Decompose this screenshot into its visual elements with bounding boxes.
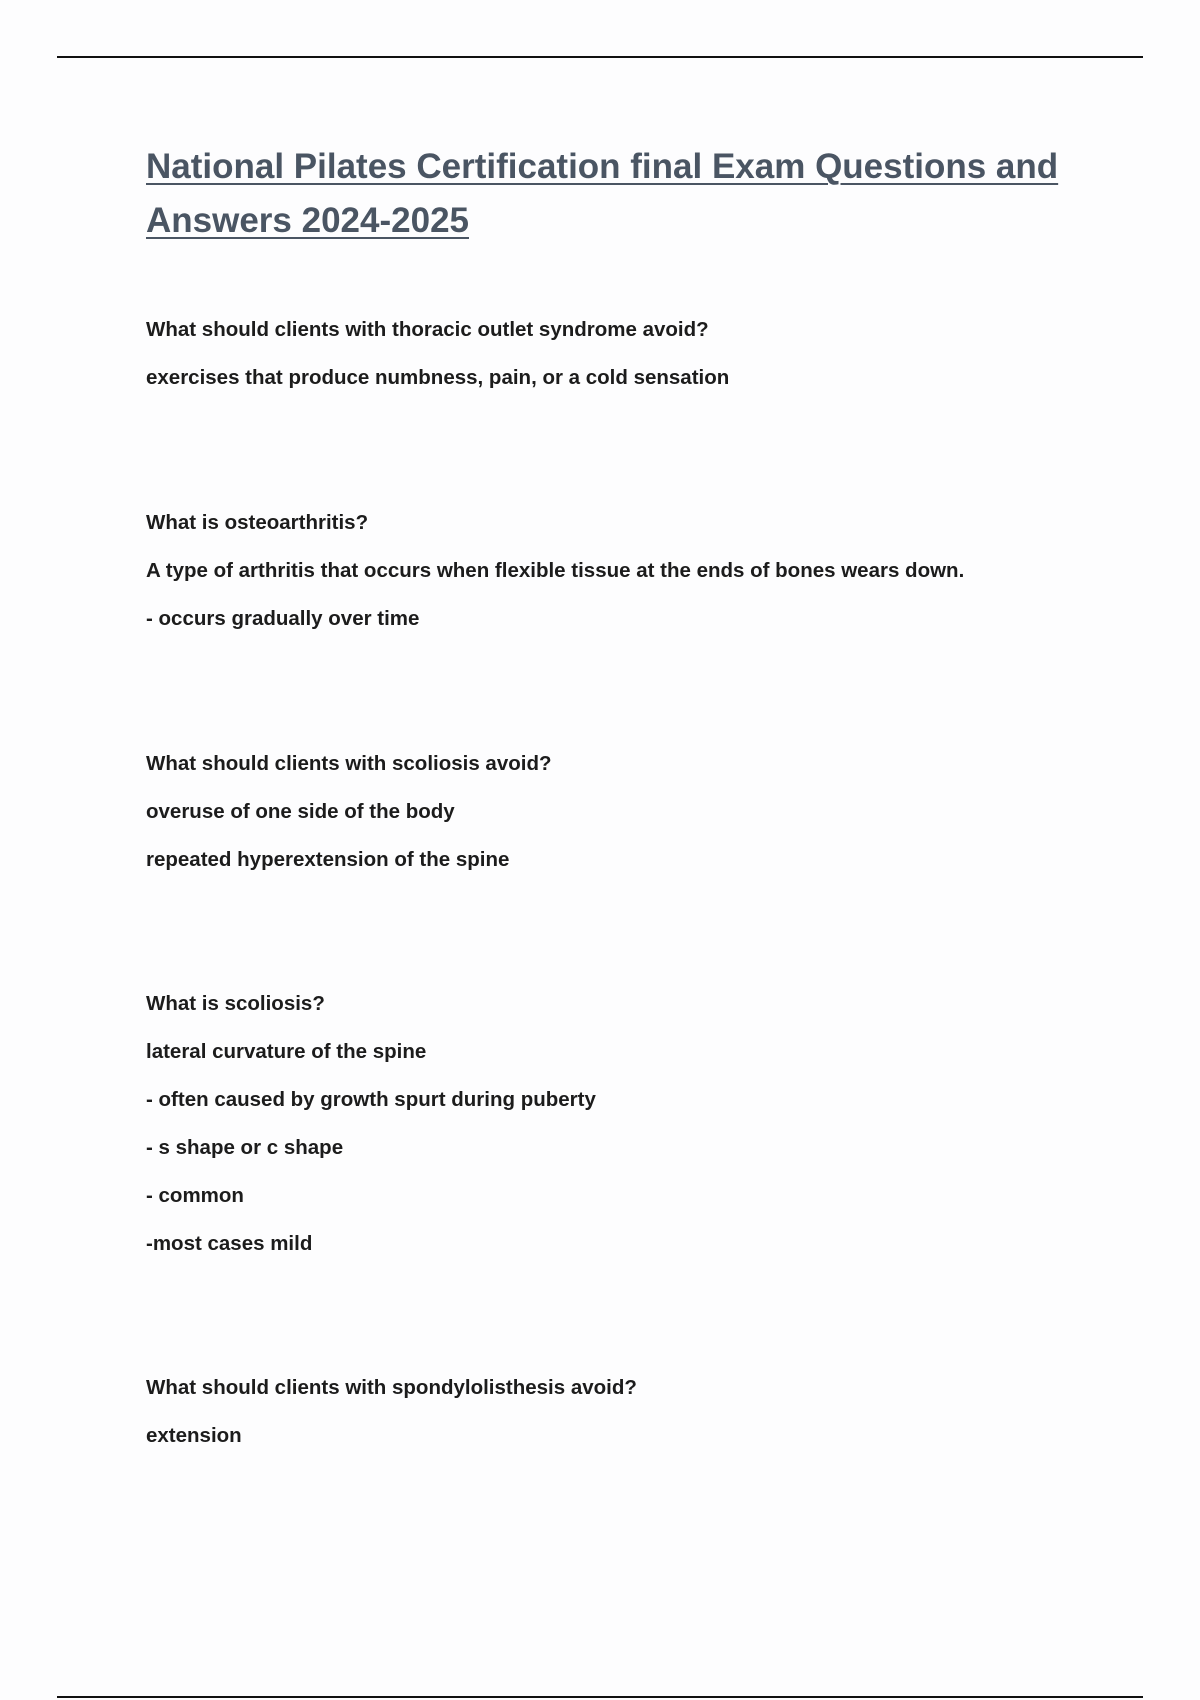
answer-text: A type of arthritis that occurs when flexible tissue at the ends of bones wears down. [146,559,965,582]
top-divider [57,56,1143,58]
answer-text: extension [146,1424,242,1447]
question-text: What should clients with spondylolisthesis avoid? [146,1376,637,1399]
qa-block [146,499,1106,643]
question-text: What should clients with scoliosis avoid? [146,752,552,775]
qa-block [146,740,1106,884]
question-text: What should clients with thoracic outlet syndrome avoid? [146,318,709,341]
qa-block [146,306,1106,402]
question-text: What is scoliosis? [146,992,325,1015]
answer-text: overuse of one side of the body [146,800,455,823]
answer-text: exercises that produce numbness, pain, or a cold sensation [146,366,730,389]
answer-text: lateral curvature of the spine [146,1040,427,1063]
question-text: What is osteoarthritis? [146,511,369,534]
bottom-divider [57,1696,1143,1698]
answer-text: - s shape or c shape [146,1136,344,1159]
qa-block [146,1364,1106,1460]
answer-text: repeated hyperextension of the spine [146,848,510,871]
qa-block [146,980,1106,1268]
answer-text: -most cases mild [146,1232,313,1255]
answer-text: - common [146,1184,244,1207]
answer-text: - occurs gradually over time [146,607,420,630]
document-title: National Pilates Certification final Exam Questions and Answers 2024-2025 [146,147,1059,240]
answer-text: - often caused by growth spurt during puberty [146,1088,596,1111]
